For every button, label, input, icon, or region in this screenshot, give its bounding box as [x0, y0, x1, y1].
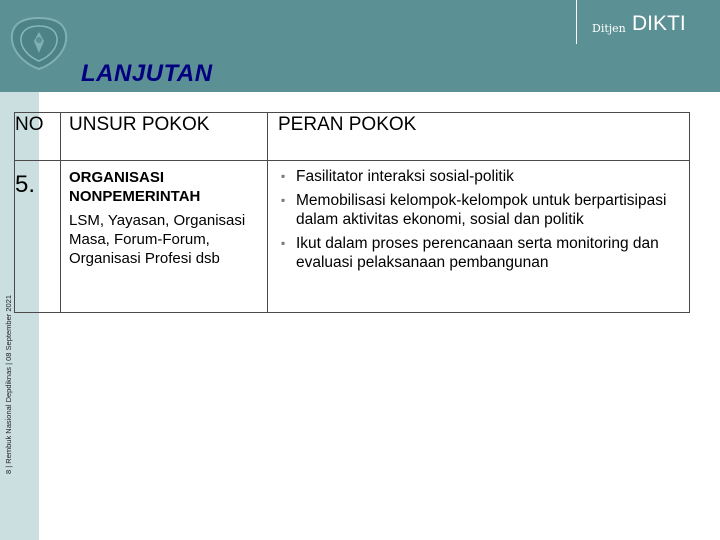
header-divider: [576, 0, 577, 44]
square-bullet-icon: ▪: [281, 236, 286, 250]
content-table: [14, 112, 690, 313]
row-number: 5.: [15, 171, 36, 198]
tut-wuri-handayani-logo: [6, 14, 72, 72]
unsur-title: ORGANISASI NONPEMERINTAH: [69, 169, 201, 205]
dikti-label: DIKTI: [632, 12, 686, 35]
table-header-row: [15, 113, 690, 161]
list-item: [278, 167, 688, 186]
peran-text: Fasilitator interaksi sosial-politik: [296, 168, 514, 185]
sidebar-footer-text: 8 | Rembuk Nasional Depdiknas | 08 September 2021: [4, 294, 13, 474]
ditjen-label: Ditjen: [592, 22, 626, 35]
header-unsur-pokok: UNSUR POKOK: [61, 113, 268, 161]
unsur-cell: [61, 161, 268, 313]
peran-text: Memobilisasi kelompok-kelompok untuk berpartisipasi dalam aktivitas ekonomi, sosial dan politik: [296, 192, 667, 228]
unsur-description: LSM, Yayasan, Organisasi Masa, Forum-Forum, Organisasi Profesi dsb: [69, 212, 246, 267]
list-item: [278, 234, 688, 272]
square-bullet-icon: ▪: [281, 193, 286, 207]
peran-text: Ikut dalam proses perencanaan serta monitoring dan evaluasi pelaksanaan pembangunan: [296, 235, 659, 271]
table-row: [15, 161, 690, 313]
list-item: [278, 191, 688, 229]
header-no: NO: [15, 113, 61, 161]
square-bullet-icon: ▪: [281, 169, 286, 183]
slide-title: LANJUTAN: [81, 60, 213, 87]
header-peran-pokok: PERAN POKOK: [268, 113, 690, 161]
peran-cell: [268, 161, 690, 313]
peran-list: [278, 167, 688, 272]
